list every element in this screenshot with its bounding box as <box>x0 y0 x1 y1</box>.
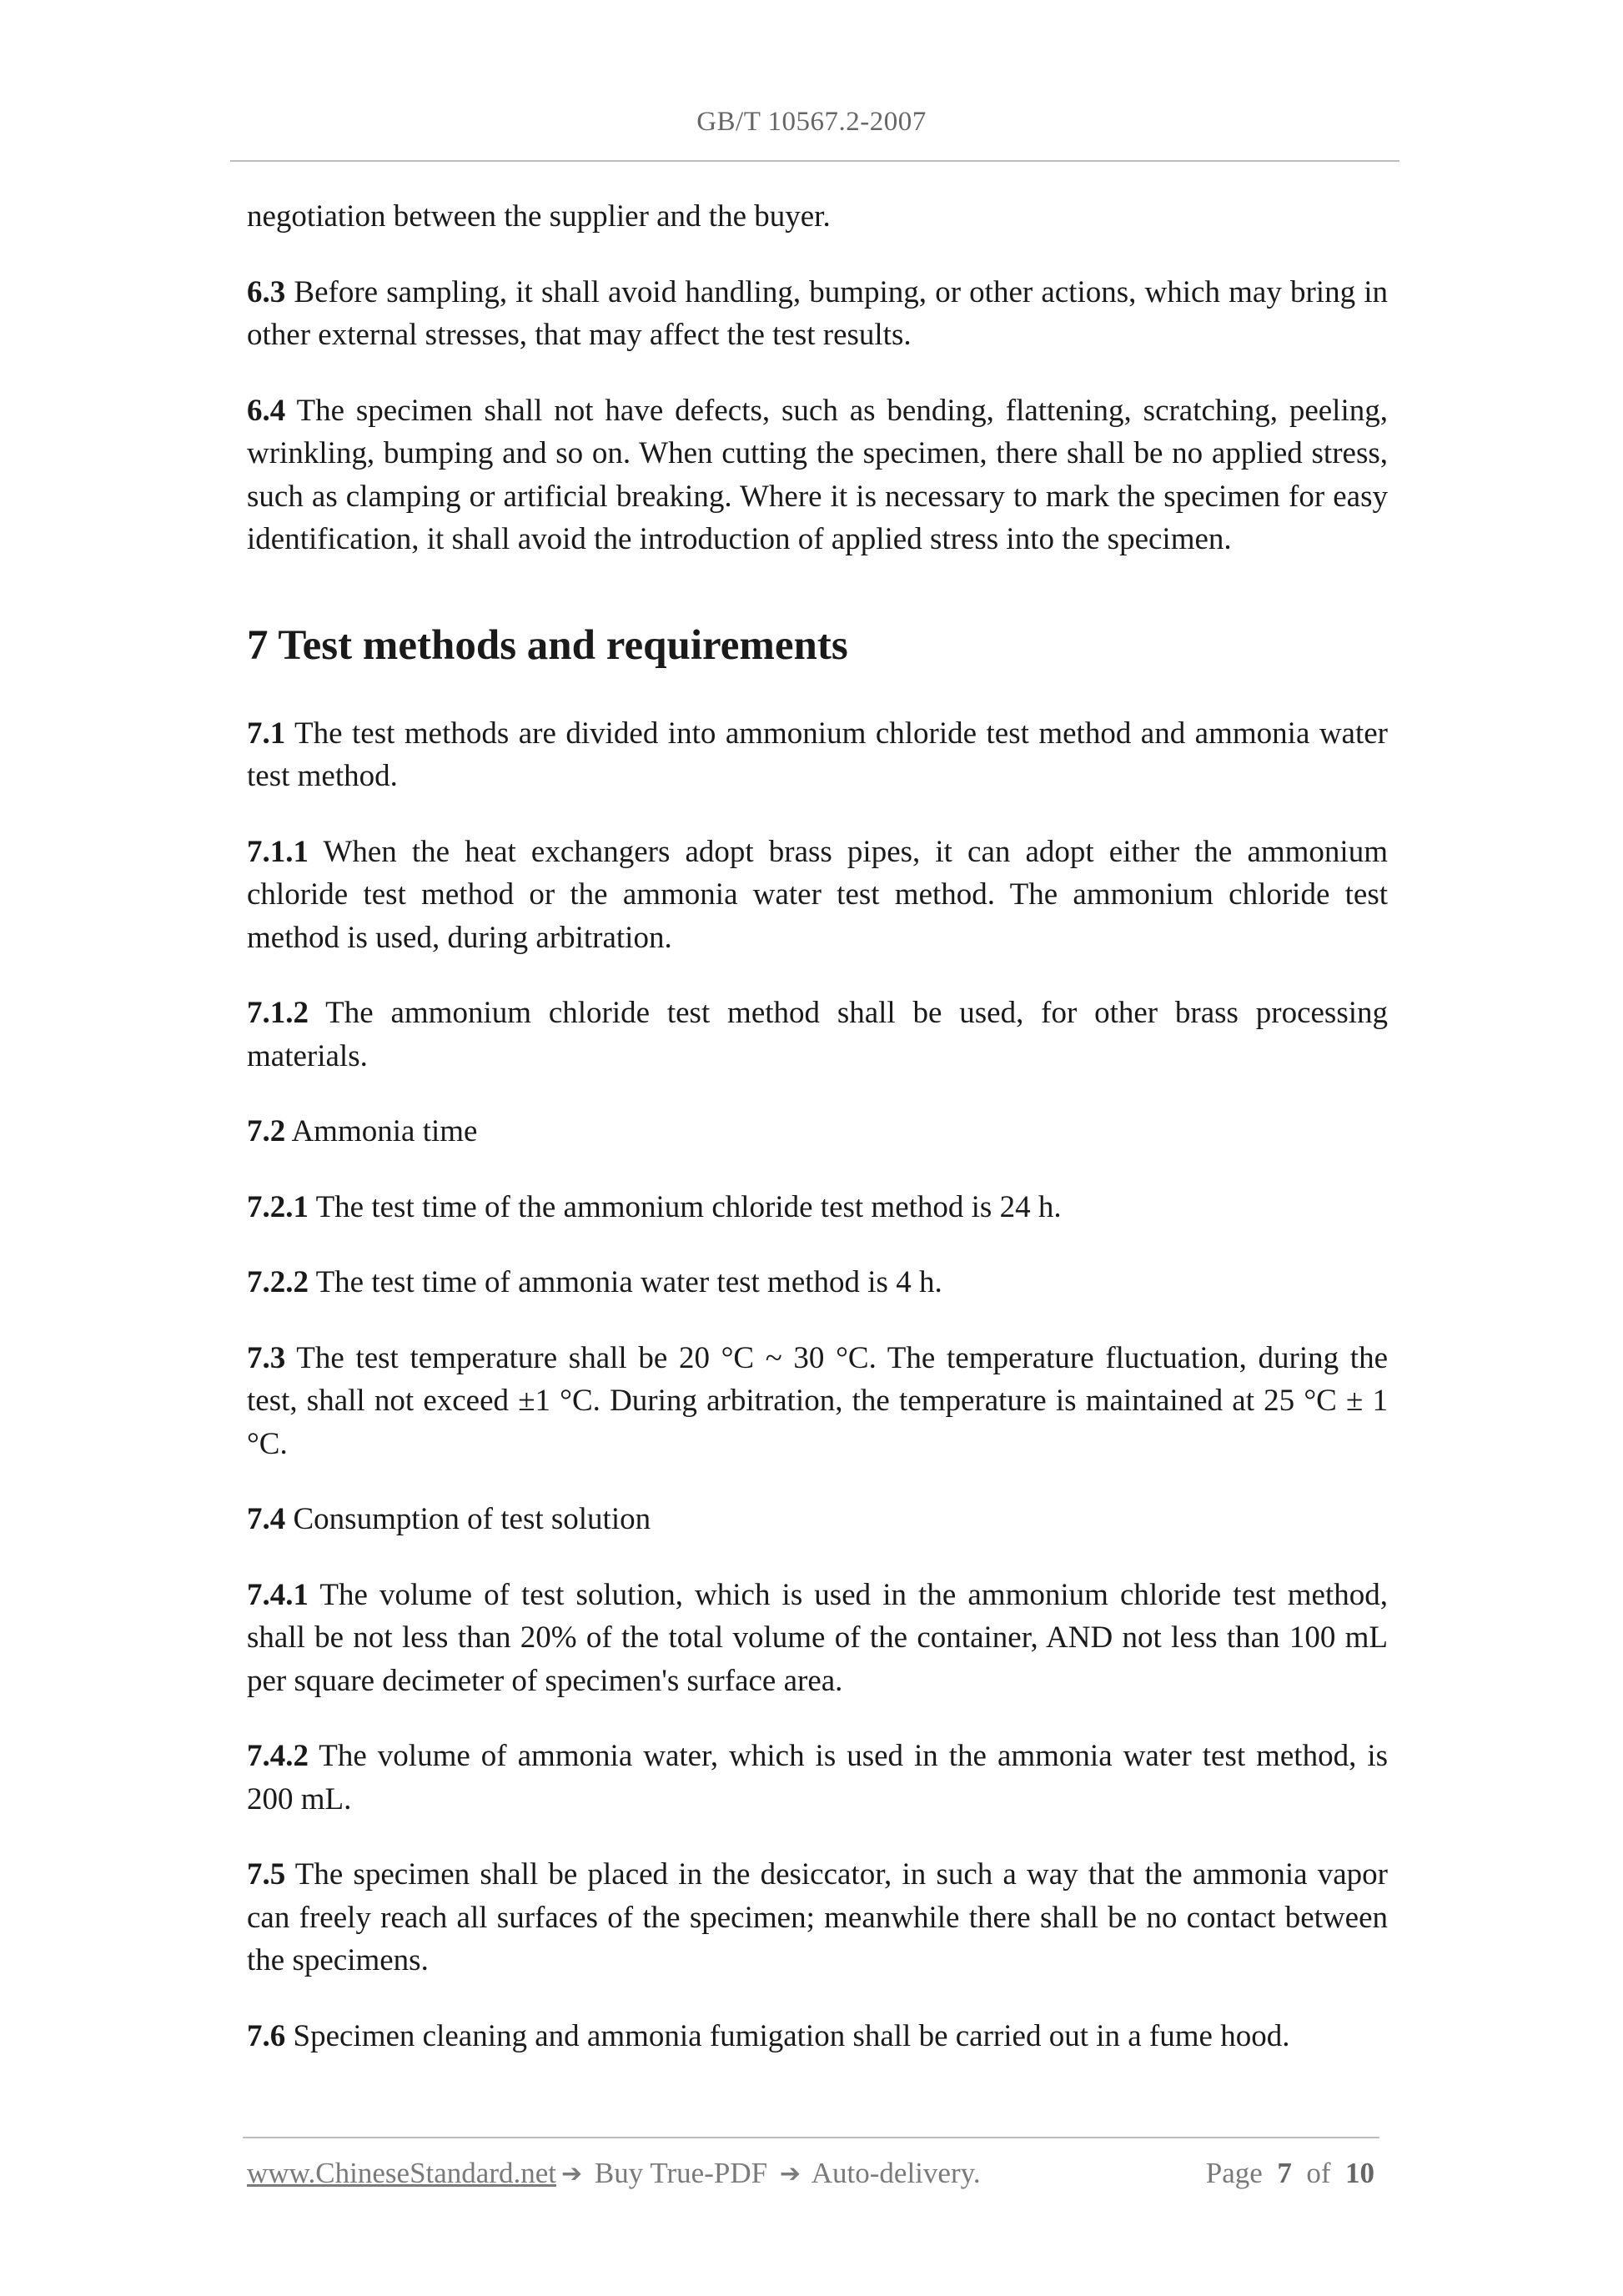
paragraph <box>247 195 1388 239</box>
page-of: of <box>1306 2157 1331 2189</box>
website-link[interactable]: www.ChineseStandard.net <box>247 2157 556 2189</box>
paragraph <box>247 389 1388 561</box>
arrow-right-icon: ➔ <box>779 2159 801 2188</box>
clause-number: 7.1.2 <box>247 996 309 1030</box>
footer-promo <box>247 2157 981 2190</box>
header-divider <box>230 160 1399 162</box>
clause-text: The ammonium chloride test method shall be used, for other brass processing materials. <box>247 996 1388 1073</box>
section-heading: 7 Test methods and requirements <box>247 621 848 669</box>
paragraph <box>247 271 1388 357</box>
page-content <box>247 195 1388 2090</box>
delivery-text: Auto-delivery. <box>805 2157 981 2189</box>
clause-text: The volume of ammonia water, which is used in the ammonia water test method, is 200 mL. <box>247 1739 1388 1816</box>
clause-number: 7.6 <box>247 2018 286 2053</box>
paragraph <box>247 1735 1388 1821</box>
clause-number: 7.3 <box>247 1340 286 1375</box>
clause-text: The test methods are divided into ammonium chloride test method and ammonia water test method. <box>247 716 1388 793</box>
clause-number: 7.5 <box>247 1857 286 1892</box>
clause-number: 7.4 <box>247 1502 286 1536</box>
paragraph <box>247 712 1388 798</box>
clause-text: negotiation between the supplier and the buyer. <box>247 199 831 234</box>
paragraph <box>247 1110 1388 1153</box>
page-footer <box>247 2157 1374 2198</box>
clause-text: The test temperature shall be 20 °C ~ 30 °C. The temperature fluctuation, during the test, shall not exceed ±1 °C. During arbitration, the temperature is maintained at 25 °C ± 1 °C. <box>247 1340 1388 1461</box>
paragraph <box>247 1574 1388 1703</box>
clause-number: 7.2.1 <box>247 1189 309 1224</box>
header-title: GB/T 10567.2-2007 <box>696 107 927 137</box>
clause-number: 6.3 <box>247 274 286 309</box>
clause-number: 7.4.2 <box>247 1739 309 1773</box>
arrow-right-icon: ➔ <box>561 2159 583 2188</box>
page-total: 10 <box>1345 2157 1374 2189</box>
paragraph <box>247 1853 1388 1982</box>
paragraph <box>247 2015 1388 2058</box>
clause-number: 7.1 <box>247 716 286 751</box>
clause-number: 7.2 <box>247 1114 286 1148</box>
footer-divider <box>243 2137 1379 2138</box>
clause-text: Ammonia time <box>285 1114 478 1148</box>
clause-text: The volume of test solution, which is used in the ammonium chloride test method, shall be not less than 20% of the total volume of the container, AND not less than 100 mL per square decimeter of specimen's surface area. <box>247 1577 1388 1698</box>
paragraph <box>247 1498 1388 1541</box>
clause-number: 7.1.1 <box>247 834 309 869</box>
clause-text: The test time of the ammonium chloride test method is 24 h. <box>309 1189 1062 1224</box>
clause-text: Specimen cleaning and ammonia fumigation shall be carried out in a fume hood. <box>285 2018 1290 2053</box>
clause-text: When the heat exchangers adopt brass pipes, it can adopt either the ammonium chloride test method or the ammonia water test method. The ammonium chloride test method is used, during arbitration. <box>247 834 1388 955</box>
clause-text: Before sampling, it shall avoid handling, bumping, or other actions, which may bring in other external stresses, that may affect the test results. <box>247 274 1388 352</box>
clause-number: 6.4 <box>247 393 286 428</box>
page-number <box>1206 2157 1374 2190</box>
clause-number: 7.2.2 <box>247 1265 309 1299</box>
clause-text: The test time of ammonia water test method is 4 h. <box>309 1265 942 1299</box>
page-label: Page <box>1205 2157 1263 2189</box>
clause-text: The specimen shall be placed in the desiccator, in such a way that the ammonia vapor can freely reach all surfaces of the specimen; meanwhile there shall be no contact between the specimens. <box>247 1857 1388 1977</box>
paragraph <box>247 992 1388 1078</box>
clause-number: 7.4.1 <box>247 1577 309 1612</box>
buy-text: Buy True-PDF <box>587 2157 775 2189</box>
clause-text: Consumption of test solution <box>285 1502 651 1536</box>
paragraph <box>247 1261 1388 1304</box>
paragraph <box>247 1337 1388 1466</box>
paragraph <box>247 831 1388 960</box>
paragraph <box>247 1186 1388 1229</box>
clause-text: The specimen shall not have defects, such as bending, flattening, scratching, peeling, wrinkling, bumping and so on. When cutting the specimen, there shall be no applied stress, such as clamping or artificial breaking. Where it is necessary to mark the specimen for easy identification, it shall avoid the introduction of applied stress into the specimen. <box>247 393 1388 556</box>
page-current: 7 <box>1277 2157 1292 2189</box>
